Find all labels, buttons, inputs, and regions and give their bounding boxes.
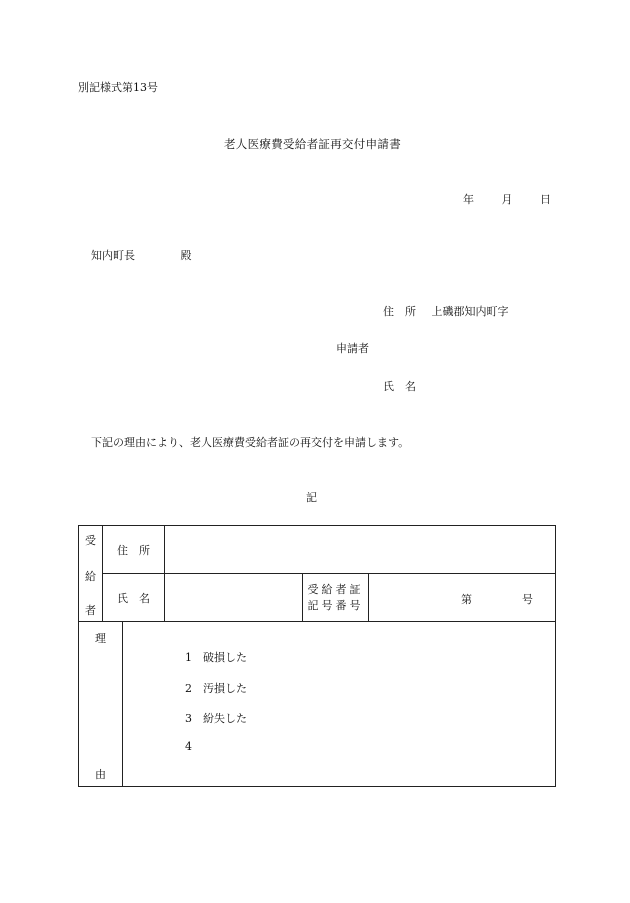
- address-label: 住 所: [117, 543, 150, 557]
- reason-char-2: 由: [95, 768, 106, 781]
- applicant-address-value: 上磯郡知内町字: [431, 305, 509, 318]
- reason-option-1[interactable]: 1 破損した: [185, 651, 247, 664]
- reason-option-4[interactable]: 4: [185, 740, 192, 753]
- reason-option-3[interactable]: 3 紛失した: [185, 712, 247, 725]
- date-day-label: 日: [540, 193, 551, 206]
- application-statement: 下記の理由により、老人医療費受給者証の再交付を申請します。: [91, 436, 410, 449]
- date-line: [463, 193, 551, 207]
- recipient-char-2: 給: [85, 570, 96, 583]
- address-field[interactable]: [165, 526, 556, 574]
- card-number-go: 号: [522, 593, 533, 606]
- card-label-line2: 記号番号: [307, 598, 364, 612]
- addressee-name: 知内町長: [91, 249, 135, 262]
- form-number: 別記様式第13号: [78, 81, 158, 94]
- applicant-label: 申請者: [336, 342, 369, 355]
- application-form-table: [78, 525, 556, 787]
- document-title: 老人医療費受給者証再交付申請書: [224, 137, 401, 151]
- reason-char-1: 理: [95, 632, 106, 645]
- reason-option-2[interactable]: 2 汚損した: [185, 682, 247, 695]
- name-label: 氏 名: [117, 591, 150, 605]
- ki-heading: 記: [306, 491, 317, 504]
- recipient-char-3: 者: [85, 604, 96, 617]
- addressee-honorific: 殿: [180, 249, 192, 262]
- reason-options-cell: [123, 622, 556, 787]
- card-label-line1: 受給者証: [307, 582, 364, 596]
- date-month-label: 月: [501, 193, 513, 206]
- card-number-dai: 第: [461, 593, 472, 606]
- applicant-address: [383, 305, 509, 319]
- reason-label-cell: [79, 622, 123, 787]
- recipient-char-1: 受: [85, 534, 96, 547]
- name-field[interactable]: [165, 574, 303, 622]
- recipient-label-cell: [79, 526, 103, 622]
- applicant-name-label: 氏 名: [383, 380, 416, 393]
- card-number-field[interactable]: [369, 574, 556, 622]
- address-label-cell: [103, 526, 165, 574]
- applicant-address-label: 住 所: [383, 305, 416, 318]
- addressee: [91, 249, 192, 263]
- name-label-cell: [103, 574, 165, 622]
- date-year-label: 年: [463, 193, 474, 206]
- card-number-label-cell: [303, 574, 369, 622]
